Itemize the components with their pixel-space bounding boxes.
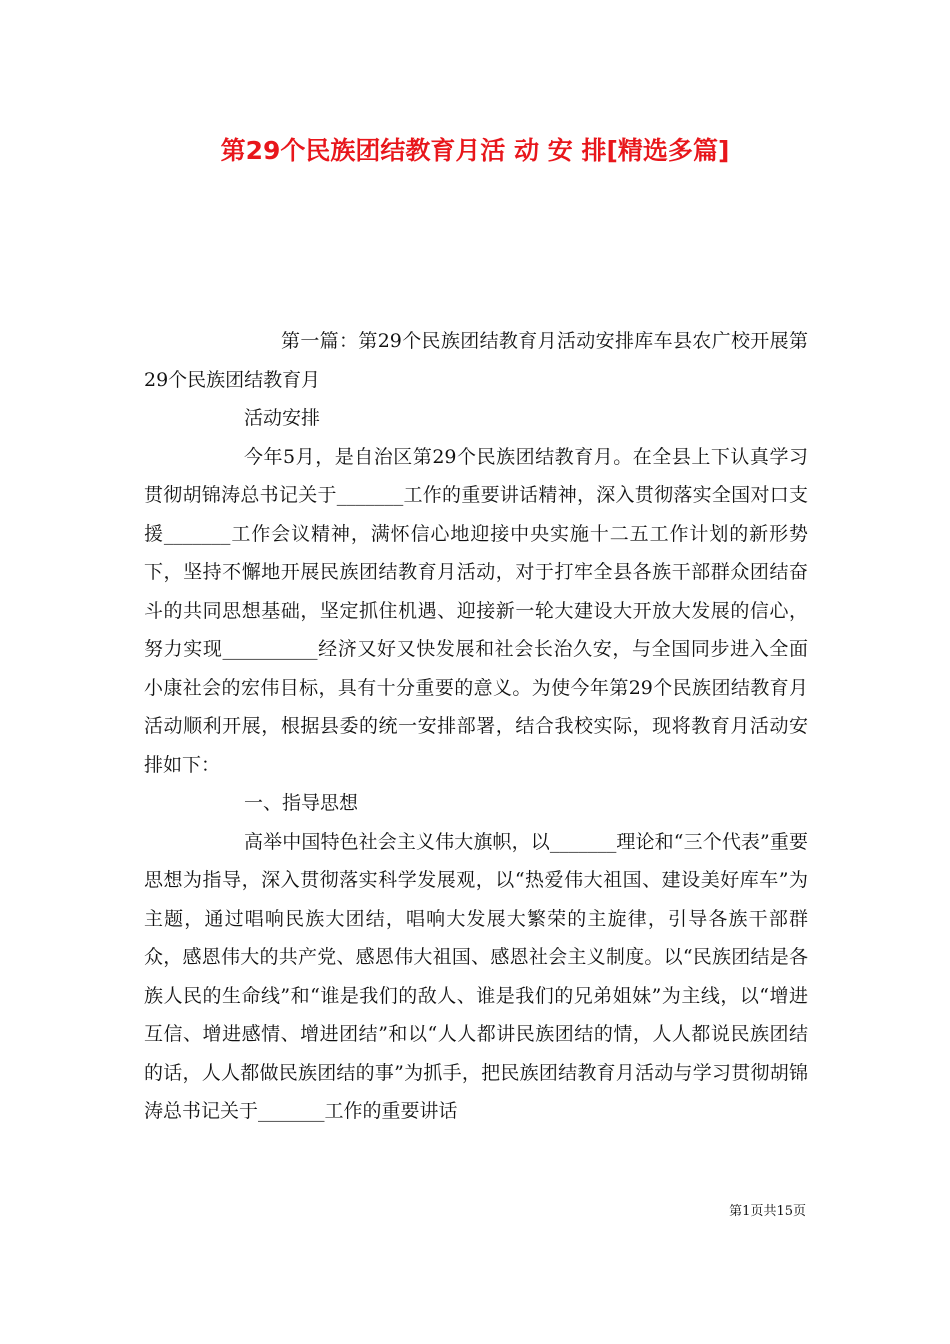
paragraph-heading-first: 第一篇：第29个民族团结教育月活动安排库车县农广校开展第29个民族团结教育月 bbox=[144, 330, 808, 391]
paragraph-intro: 今年5月，是自治区第29个民族团结教育月。在全县上下认真学习贯彻胡锦涛总书记关于_______工作的重要讲话精神，深入贯彻落实全国对口支援_______工作会议精神，满怀信心地迎接中央实施十二五工作计划的新形势下，坚持不懈地开展民族团结教育月活动，对于打牢全县各族干部群众团结奋斗的共同思想基础，坚定抓住机遇、迎接新一轮大建设大开放大发展的信心，努力实现__________经济又好又快发展和社会长治久安，与全国同步进入全面小康社会的宏伟目标，具有十分重要的意义。为使今年第29个民族团结教育月活动顺利开展，根据县委的统一安排部署，结合我校实际，现将教育月活动安排如下： bbox=[144, 445, 808, 776]
document-body bbox=[144, 322, 808, 1131]
paragraph-guiding-thought: 高举中国特色社会主义伟大旗帜，以_______理论和“三个代表”重要思想为指导，深入贯彻落实科学发展观，以“热爱伟大祖国、建设美好库车”为主题，通过唱响民族大团结，唱响大发展大繁荣的主旋律，引导各族干部群众，感恩伟大的共产党、感恩伟大祖国、感恩社会主义制度。以“民族团结是各族人民的生命线”和“谁是我们的敌人、谁是我们的兄弟姐妹”为主线，以“增进互信、增进感情、增进团结”和以“人人都讲民族团结的情，人人都说民族团结的话，人人都做民族团结的事”为抓手，把民族团结教育月活动与学习贯彻胡锦涛总书记关于_______工作的重要讲话 bbox=[144, 830, 808, 1122]
page-number: 第1页共15页 bbox=[729, 1204, 806, 1219]
document-title: 第29个民族团结教育月活 动 安 排[精选多篇] bbox=[220, 136, 730, 165]
section-heading-guiding-thought: 一、指导思想 bbox=[244, 792, 359, 814]
paragraph-subheading: 活动安排 bbox=[244, 407, 321, 429]
